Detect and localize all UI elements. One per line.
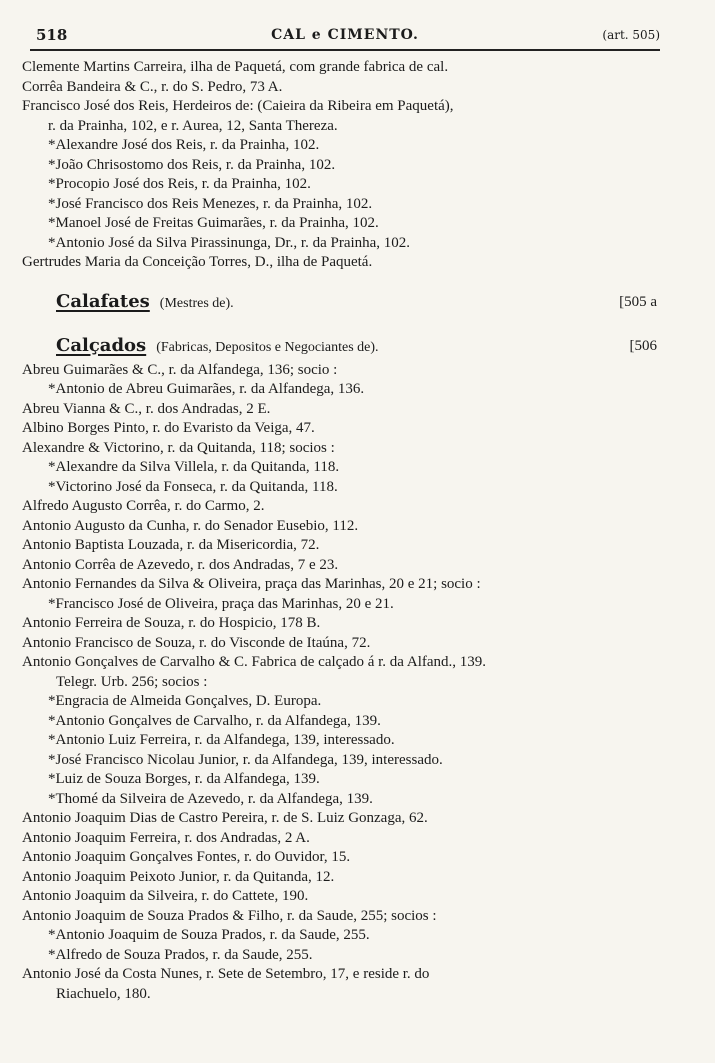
directory-entry: Antonio Baptista Louzada, r. da Misericordia, 72. [22,537,320,553]
spacer [0,317,715,331]
directory-entry: Abreu Vianna & C., r. dos Andradas, 2 E. [22,400,271,417]
directory-entry: Alexandre & Victorino, r. da Quitanda, 118; socios : [22,439,335,456]
directory-entry: Gertrudes Maria da Conceição Torres, D., ilha de Paquetá. [22,254,373,270]
directory-subentry: *Luiz de Souza Borges, r. da Alfandega, 139. [48,771,320,787]
directory-entry: Antonio Joaquim de Souza Prados & Filho, r. da Saude, 255; socios : [22,907,437,924]
directory-subentry: *Antonio Luiz Ferreira, r. da Alfandega, 139, interessado. [48,732,395,748]
directory-entry: Clemente Martins Carreira, ilha de Paquetá, com grande fabrica de cal. [22,59,449,75]
cal-entries [0,58,715,273]
directory-subentry: *Engracia de Almeida Gonçalves, D. Europa. [48,693,322,709]
article-reference: (art. 505) [602,28,660,42]
section-description: (Mestres de). [159,295,234,311]
page-body [0,58,715,1004]
directory-subentry: Riachuelo, 180. [56,985,151,1002]
section-heading-calcados [0,331,715,361]
directory-subentry: *Alexandre José dos Reis, r. da Prainha, 102. [48,137,320,153]
directory-entry: Francisco José dos Reis, Herdeiros de: (Caieira da Ribeira em Paquetá), [22,98,454,114]
section-heading-calafates [0,287,715,317]
directory-entry: Abreu Guimarães & C., r. da Alfandega, 136; socio : [22,361,338,378]
directory-subentry: *José Francisco Nicolau Junior, r. da Alfandega, 139, interessado. [48,751,443,768]
directory-entry: Antonio Gonçalves de Carvalho & C. Fabrica de calçado á r. da Alfand., 139. [22,654,487,670]
directory-entry: Alfredo Augusto Corrêa, r. do Carmo, 2. [22,498,265,514]
directory-entry: Antonio Joaquim da Silveira, r. do Cattete, 190. [22,888,309,904]
directory-entry: Albino Borges Pinto, r. do Evaristo da Veiga, 47. [22,420,315,436]
directory-subentry: *Alfredo de Souza Prados, r. da Saude, 255. [48,946,313,963]
spacer [0,273,715,287]
directory-subentry: *Procopio José dos Reis, r. da Prainha, 102. [48,176,311,192]
section-title: Calafates [56,290,150,312]
directory-entry: Antonio Joaquim Peixoto Junior, r. da Quitanda, 12. [22,868,335,885]
directory-subentry: *Antonio José da Silva Pirassinunga, Dr., r. da Prainha, 102. [48,234,411,251]
directory-subentry: *Antonio Gonçalves de Carvalho, r. da Alfandega, 139. [48,712,381,729]
section-description: (Fabricas, Depositos e Negociantes de). [156,339,379,355]
page-header [30,24,660,50]
directory-subentry: Telegr. Urb. 256; socios : [56,673,208,690]
section-code: [505 a [619,293,657,310]
directory-subentry: *Thomé da Silveira de Azevedo, r. da Alfandega, 139. [48,790,373,807]
directory-entry: Corrêa Bandeira & C., r. do S. Pedro, 73 A. [22,78,283,95]
page-number: 518 [36,26,68,44]
directory-subentry: *João Chrisostomo dos Reis, r. da Prainha, 102. [48,156,336,173]
section-code: [506 [629,337,657,354]
directory-subentry: *Francisco José de Oliveira, praça das Marinhas, 20 e 21. [48,595,394,612]
running-title: CAL e CIMENTO. [271,27,419,43]
directory-entry: Antonio José da Costa Nunes, r. Sete de Setembro, 17, e reside r. do [22,966,430,982]
directory-entry: Antonio Joaquim Gonçalves Fontes, r. do Ouvidor, 15. [22,849,351,865]
directory-subentry: *José Francisco dos Reis Menezes, r. da Prainha, 102. [48,195,373,212]
directory-entry: Antonio Francisco de Souza, r. do Visconde de Itaúna, 72. [22,634,371,651]
calcados-entries [0,361,715,1005]
section-title: Calçados [56,334,147,356]
directory-entry: Antonio Fernandes da Silva & Oliveira, praça das Marinhas, 20 e 21; socio : [22,576,481,592]
directory-entry: Antonio Augusto da Cunha, r. do Senador Eusebio, 112. [22,517,359,534]
directory-subentry: *Manoel José de Freitas Guimarães, r. da Prainha, 102. [48,215,379,231]
directory-entry: Antonio Joaquim Ferreira, r. dos Andradas, 2 A. [22,829,310,846]
directory-entry: Antonio Joaquim Dias de Castro Pereira, r. de S. Luiz Gonzaga, 62. [22,810,428,826]
directory-subentry: *Alexandre da Silva Villela, r. da Quitanda, 118. [48,459,340,475]
directory-entry: Antonio Ferreira de Souza, r. do Hospicio, 178 B. [22,615,321,631]
header-rule [30,49,660,51]
directory-entry: Antonio Corrêa de Azevedo, r. dos Andradas, 7 e 23. [22,556,339,573]
directory-subentry: *Victorino José da Fonseca, r. da Quitanda, 118. [48,478,338,495]
directory-subentry: *Antonio de Abreu Guimarães, r. da Alfandega, 136. [48,381,365,397]
directory-subentry: r. da Prainha, 102, e r. Aurea, 12, Santa Thereza. [48,117,338,134]
directory-subentry: *Antonio Joaquim de Souza Prados, r. da Saude, 255. [48,927,370,943]
